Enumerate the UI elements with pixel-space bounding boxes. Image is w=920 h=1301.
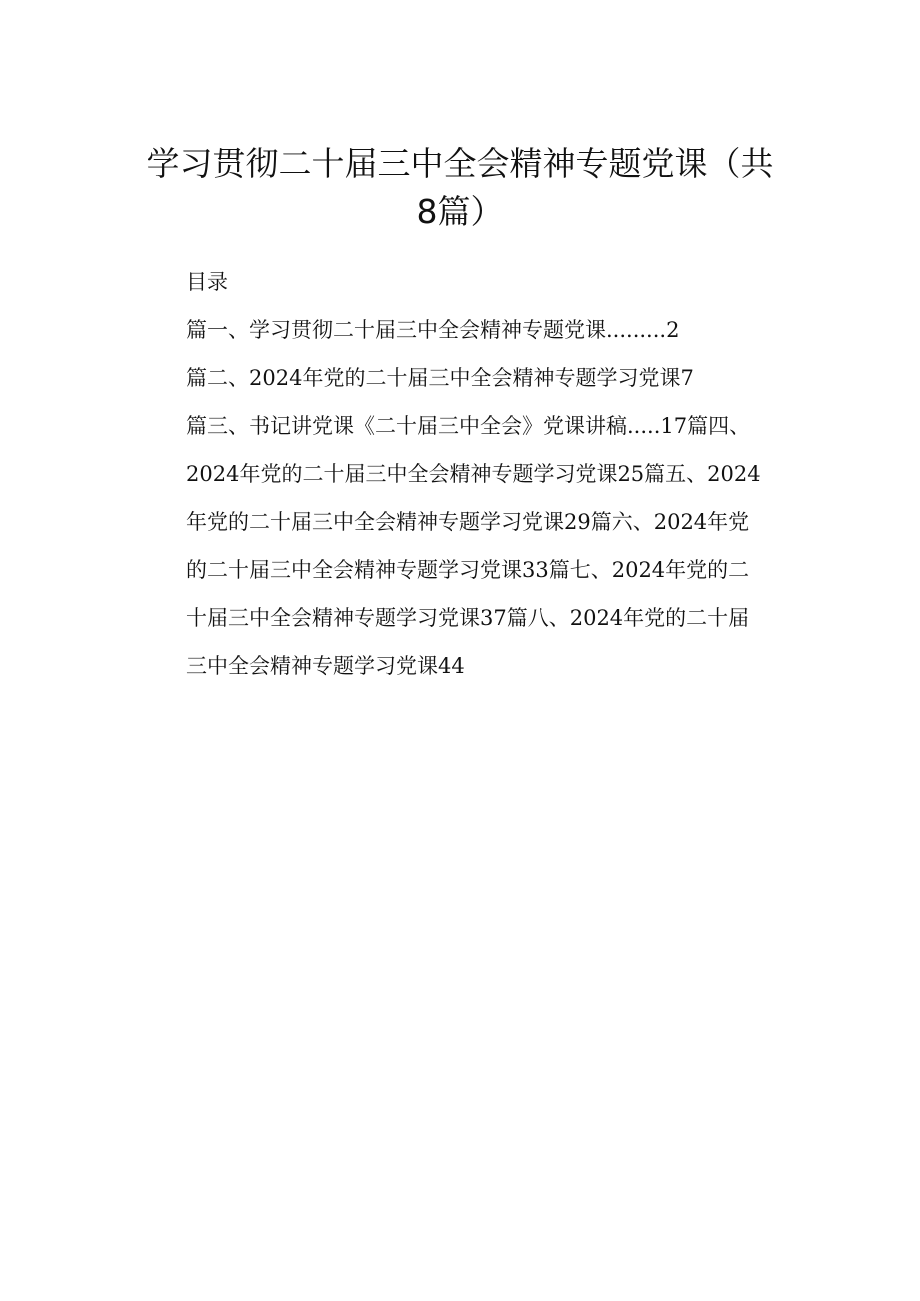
- document-title-line-1: 学习贯彻二十届三中全会精神专题党课（共: [146, 144, 774, 183]
- toc-line: 十届三中全会精神专题学习党课37篇八、2024年党的二十届: [186, 606, 750, 630]
- toc-line: 篇三、书记讲党课《二十届三中全会》党课讲稿.....17篇四、: [186, 414, 751, 438]
- toc-line: 的二十届三中全会精神专题学习党课33篇七、2024年党的二: [186, 558, 750, 582]
- toc-line: 篇一、学习贯彻二十届三中全会精神专题党课.........2: [186, 318, 680, 342]
- table-of-contents: [186, 258, 826, 690]
- toc-heading: 目录: [186, 270, 228, 294]
- toc-line: 年党的二十届三中全会精神专题学习党课29篇六、2024年党: [186, 510, 750, 534]
- document-title-line-2: 8篇）: [416, 192, 504, 231]
- document-title: [0, 140, 920, 236]
- toc-line: 2024年党的二十届三中全会精神专题学习党课25篇五、2024: [186, 462, 761, 486]
- toc-line: 三中全会精神专题学习党课44: [186, 654, 465, 678]
- toc-line: 篇二、2024年党的二十届三中全会精神专题学习党课7: [186, 366, 694, 390]
